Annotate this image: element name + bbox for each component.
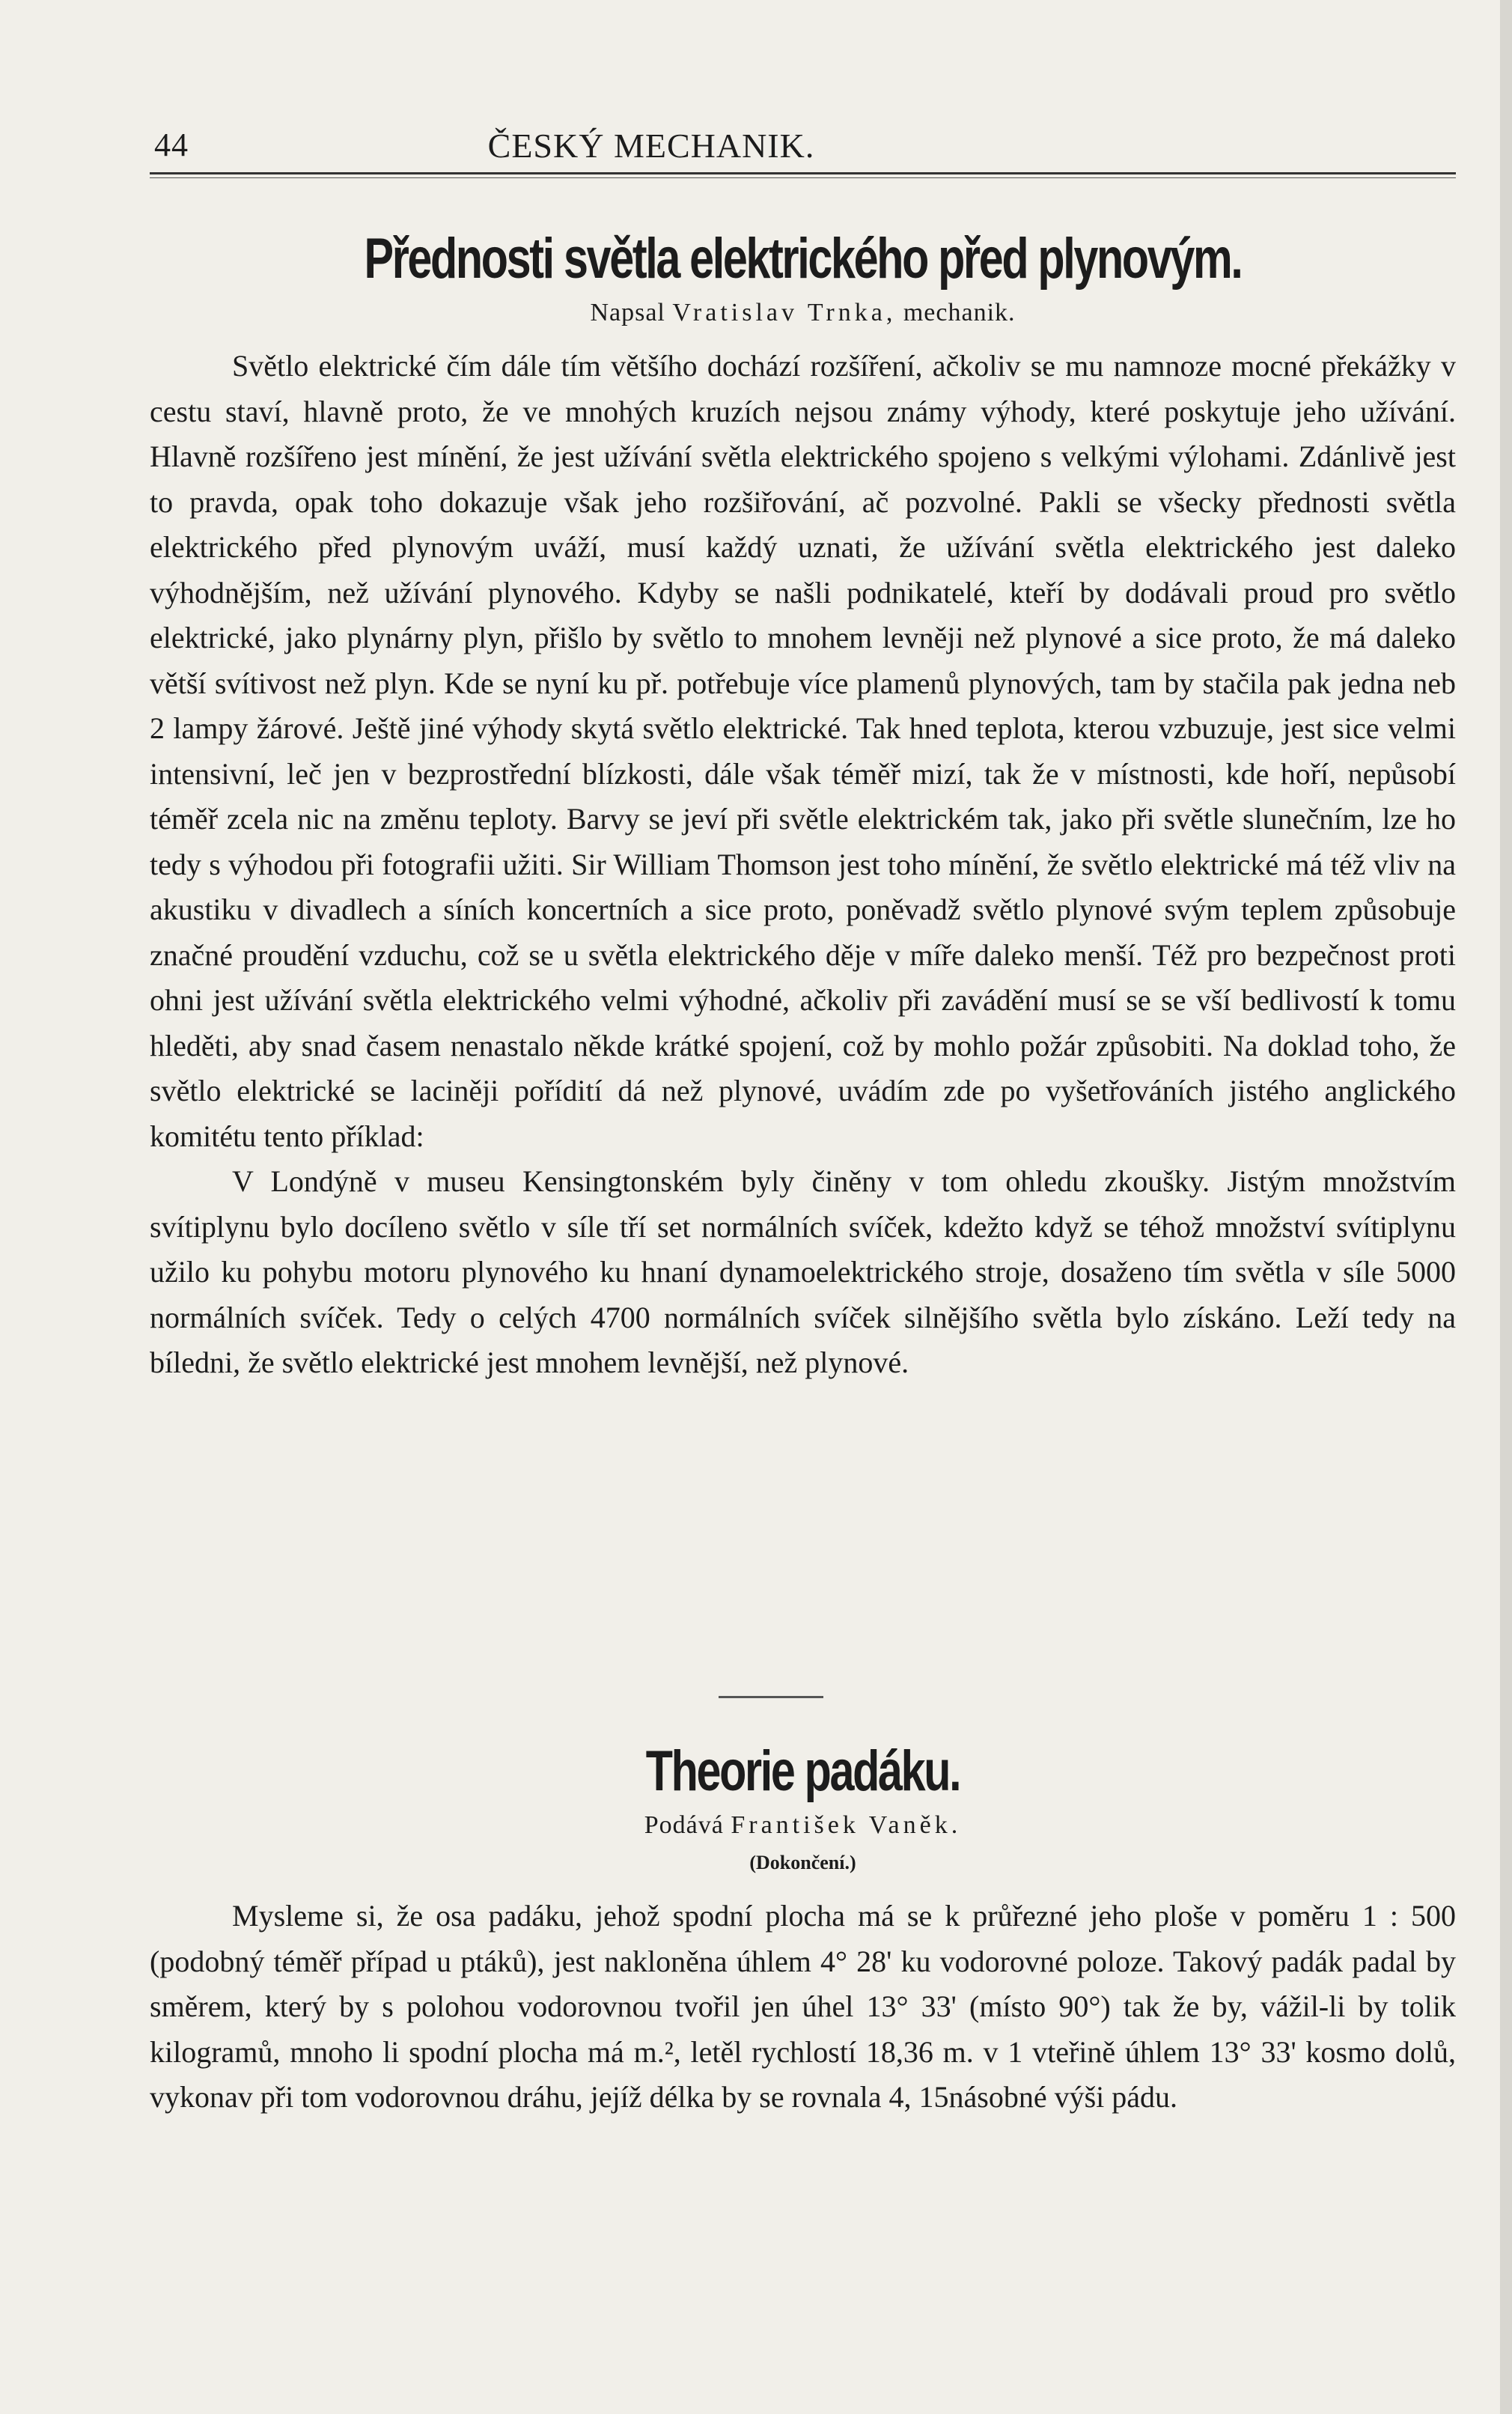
continuation-note: (Dokončení.): [749, 1852, 856, 1874]
page-edge: [1500, 0, 1512, 2414]
article-body: [150, 1894, 1456, 2120]
article-title: Přednosti světla elektrického před plynovým.: [364, 227, 1242, 291]
paragraph: Světlo elektrické čím dále tím většího dochází rozšíření, ačkoliv se mu namnoze mocné překážky v cestu staví, hlavně proto, že ve mnohých kruzích nejsou známy výhody, které poskytuje jeho užívání. Hlavně rozšířeno jest mínění, že jest užívání světla elektrického spojeno s velkými výlohami. Zdánlivě jest to pravda, opak toho dokazuje však jeho rozšiřování, ač pozvolné. Pakli se všecky přednosti světla elektrického před plynovým uváží, musí každý uznati, že užívání světla elektrického jest daleko výhodnějším, než užívání plynového. Kdyby se našli podnikatelé, kteří by dodávali proud pro světlo elektrické, jako plynárny plyn, přišlo by světlo to mnohem levněji než plynové a sice proto, že má daleko větší svítivost než plyn. Kde se nyní ku př. potřebuje více plamenů plynových, tam by stačila pak jedna neb 2 lampy žárové. Ještě jiné výhody skytá světlo elektrické. Tak hned teplota, kterou vzbuzuje, jest sice velmi intensivní, leč jen v bezprostřední blízkosti, dále však téměř mizí, tak že v místnosti, kde hoří, nepůsobí téměř zcela nic na změnu teploty. Barvy se jeví při světle elektrickém tak, jako při světle slunečním, lze ho tedy s výhodou při fotografii užiti. Sir William Thomson jest toho mínění, že světlo elektrické má též vliv na akustiku v divadlech a síních koncertních a sice proto, poněvadž světlo plynové svým teplem způsobuje značné proudění vzduchu, což se u světla elektrického děje v míře daleko menší. Též pro bezpečnost proti ohni jest užívání světla elektrického velmi výhodné, ačkoliv při zavádění musí se se vší bedlivostí k tomu hleděti, aby snad časem nenastalo někde krátké spojení, což by mohlo požár způsobiti. Na doklad toho, že světlo elektrické se laciněji pořídití dá než plynové, uvádím zde po vyšetřováních jistého anglického komitétu tento příklad:: [150, 349, 1456, 1153]
byline-suffix: mechanik.: [903, 299, 1016, 327]
article-title: Theorie padáku.: [645, 1739, 960, 1803]
page-number: 44: [154, 127, 189, 163]
byline-author: Vratislav Trnka,: [672, 299, 897, 327]
article-byline: [150, 1811, 1456, 1840]
article-electric-light: [150, 225, 1456, 1386]
article-body: [150, 344, 1456, 1386]
section-separator: [719, 1696, 823, 1698]
article-byline: [150, 299, 1456, 327]
running-title: ČESKÝ MECHANIK.: [487, 127, 815, 165]
article-parachute-theory: [150, 1737, 1456, 2120]
byline-author: František Vaněk.: [731, 1811, 962, 1840]
paragraph: Mysleme si, že osa padáku, jehož spodní plocha má se k průřezné jeho ploše v poměru 1 : 500 (podobný téměř případ u ptáků), jest nakloněna úhlem 4° 28' ku vodorovné poloze. Takový padák padal by směrem, který by s polohou vodorovnou tvořil jen úhel 13° 33' (místo 90°) tak že by, vážil-li by tolik kilogramů, mnoho li spodní plocha má m.², letěl rychlostí 18,36 m. v 1 vteřině úhlem 13° 33' kosmo dolů, vykonav při tom vodorovnou dráhu, jejíž délka by se rovnala 4, 15násobné výši pádu.: [150, 1899, 1456, 2114]
byline-prefix: Napsal: [590, 299, 665, 327]
byline-prefix: Podává: [644, 1811, 724, 1840]
paragraph: V Londýně v museu Kensingtonském byly činěny v tom ohledu zkoušky. Jistým množstvím svítiplynu bylo docíleno světlo v síle tří set normálních svíček, kdežto když se téhož množství svítiplynu užilo ku pohybu motoru plynového ku hnaní dynamoelektrického stroje, dosaženo tím světla v síle 5000 normálních svíček. Tedy o celých 4700 normálních svíček silnějšího světla bylo získáno. Leží tedy na bíledni, že světlo elektrické jest mnohem levnější, než plynové.: [150, 1164, 1456, 1380]
page-header: [150, 120, 1456, 168]
header-rule: [150, 172, 1456, 178]
